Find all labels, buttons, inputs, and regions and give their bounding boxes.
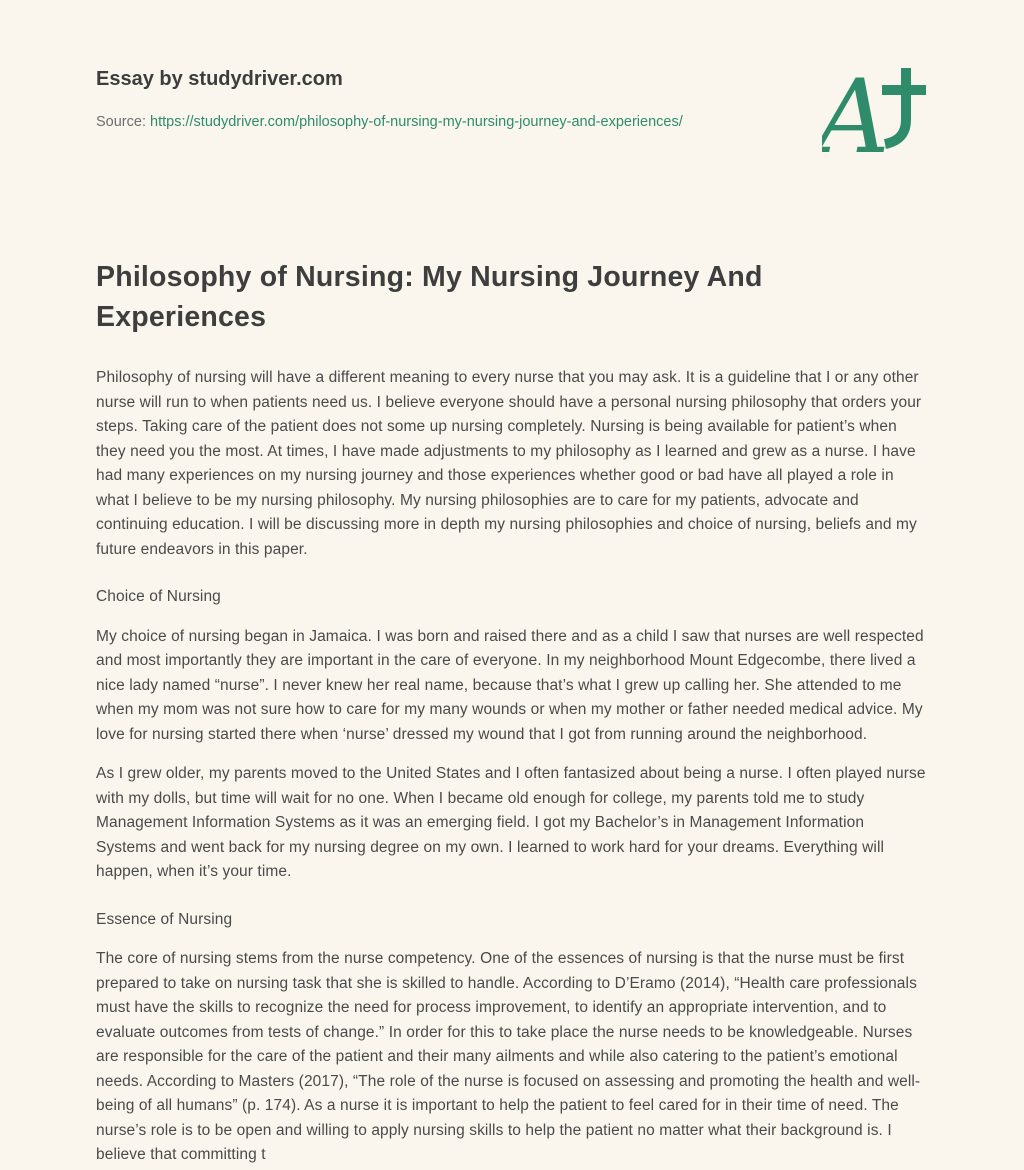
essay-paragraph: My choice of nursing began in Jamaica. I was born and raised there and as a child I saw that nurses are well respected and most importantly they are important in the care of everyone. In my neighborhood Mount Edgecombe, there lived a nice lady named “nurse”. I never knew her real name, because that’s what I grew up calling her. She attended to me when my mom was not sure how to care for my many wounds or when my mother or father needed medical advice. My love for nursing started there when ‘nurse’ dressed my wound that I got from running around the neighborhood. bbox=[96, 627, 924, 743]
essay-body bbox=[96, 366, 928, 1168]
source-link[interactable]: https://studydriver.com/philosophy-of-nursing-my-nursing-journey-and-experiences/ bbox=[150, 114, 683, 130]
source-label: Source: bbox=[96, 114, 146, 130]
section-heading: Choice of Nursing bbox=[96, 588, 221, 605]
section-heading: Essence of Nursing bbox=[96, 910, 233, 928]
essay-paragraph: Philosophy of nursing will have a different meaning to every nurse that you may ask. It is a guideline that I or any other nurse will run to when patients need us. I believe everyone should have a personal nursing philosophy that orders your steps. Taking care of the patient does not some up nursing completely. Nursing is being available for patient’s when they need you the most. At times, I have made adjustments to my philosophy as I learned and grew as a nurse. I have had many experiences on my nursing journey and those experiences whether good or bad have all played a role in what I believe to be my nursing philosophy. My nursing philosophies are to care for my patients, advocate and continuing education. I will be discussing more in depth my nursing philosophies and choice of nursing, beliefs and my future endeavors in this paper. bbox=[96, 369, 922, 558]
essay-paragraph: The core of nursing stems from the nurse competency. One of the essences of nursing is that the nurse must be first prepared to take on nursing task that she is skilled to handle. According to D’Eramo (2014), “Health care professionals must have the skills to recognize the need for process improvement, to identify an appropriate intervention, and to evaluate outcomes from tests of change.” In order for this to take place the nurse needs to be knowledgeable. Nurses are responsible for the care of the patient and their many ailments and while also catering to the patient’s emotional needs. According to Masters (2017), “The role of the nurse is focused on assessing and promoting the health and well-being of all humans” (p. 174). As a nurse it is important to help the patient to feel cared for in their time of need. The nurse’s role is to be open and willing to apply nursing skills to help the patient no matter what their background is. I believe that committing t bbox=[96, 950, 921, 1163]
source-line bbox=[96, 111, 683, 134]
svg-text:A: A bbox=[822, 64, 890, 160]
essay-by-title: Essay by studydriver.com bbox=[96, 68, 343, 90]
essay-title: Philosophy of Nursing: My Nursing Journey And Experiences bbox=[96, 261, 763, 333]
page-header bbox=[96, 62, 928, 165]
essay-paragraph: As I grew older, my parents moved to the United States and I often fantasized about being a nurse. I often played nurse with my dolls, but time will wait for no one. When I became old enough for college, my parents told me to study Management Information Systems as it was an emerging field. I got my Bachelor’s in Management Information Systems and went back for my nursing degree on my own. I learned to work hard for your dreams. Everything will happen, when it’s your time. bbox=[96, 765, 926, 880]
studydriver-logo-icon bbox=[822, 64, 926, 165]
header-text-block bbox=[96, 62, 683, 134]
